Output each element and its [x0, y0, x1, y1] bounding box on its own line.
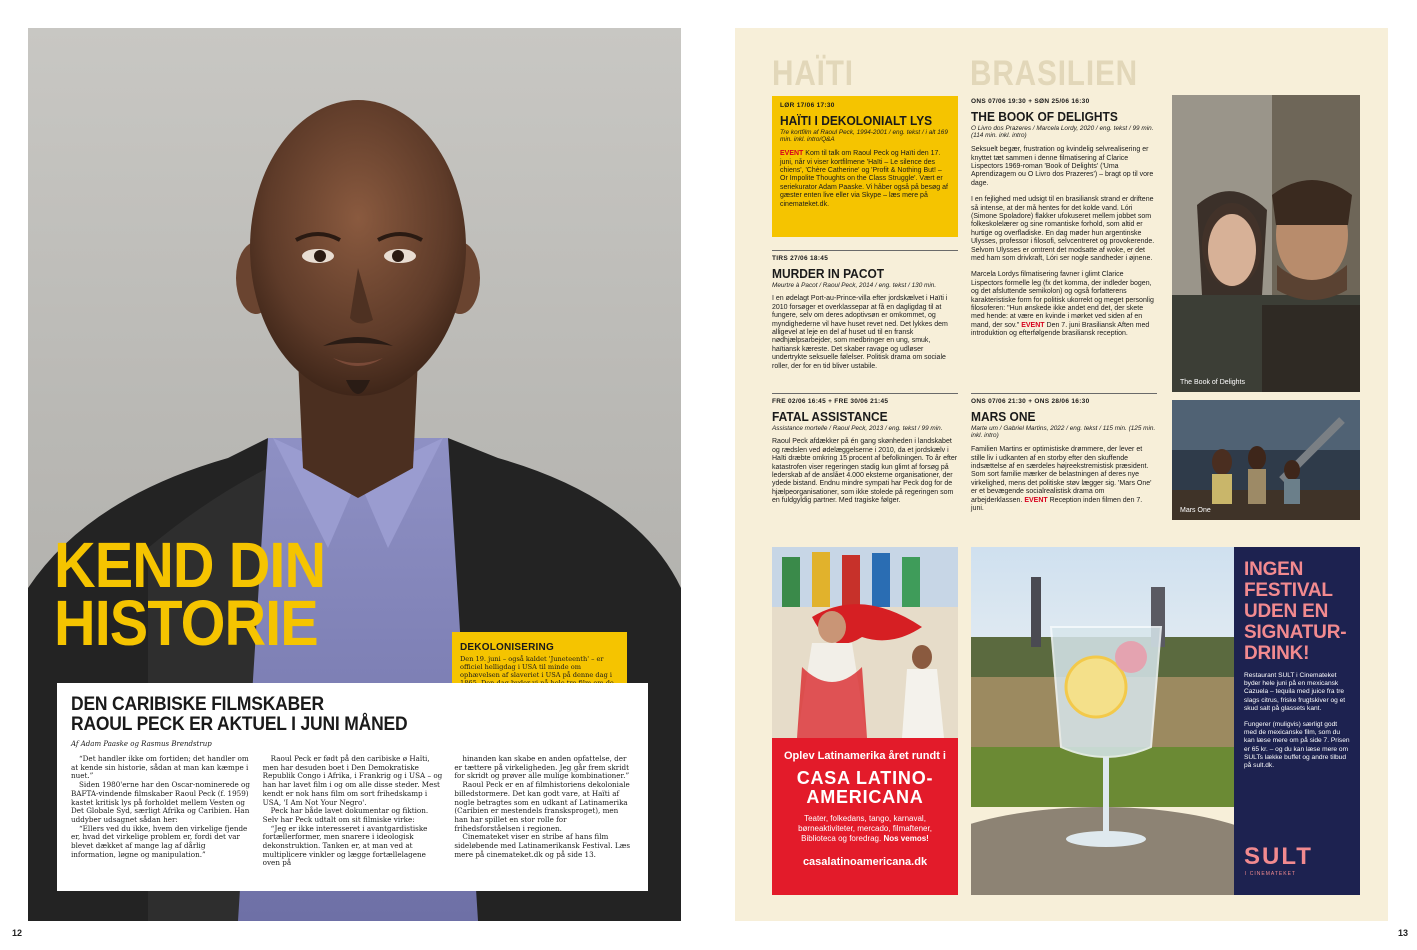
casa-description	[780, 814, 950, 844]
event-description	[971, 271, 1157, 338]
event-mars-one	[971, 398, 1157, 513]
subhead-line-2: RAOUL PECK ER AKTUEL I JUNI MÅNED	[71, 714, 408, 735]
event-description	[780, 150, 950, 209]
event-description	[971, 446, 1157, 513]
left-page	[28, 28, 681, 921]
book-of-delights-image	[1172, 95, 1360, 392]
casa-red-panel	[772, 738, 958, 895]
event-credits: Meurtre à Pacot / Raoul Peck, 2014 / eng. tekst / 130 min.	[772, 281, 937, 289]
cocktail-photo	[971, 547, 1234, 895]
event-title: MARS ONE	[971, 408, 1036, 424]
right-page	[735, 28, 1388, 921]
page-number-left: 12	[12, 928, 23, 938]
event-title: THE BOOK OF DELIGHTS	[971, 108, 1118, 124]
dekolonisering-title: DEKOLONISERING	[460, 642, 554, 653]
region-brasilien: BRASILIEN	[970, 54, 1138, 93]
casa-nos-vemos: Nos vemos!	[883, 834, 929, 843]
article-paragraph: Raoul Peck er en af filmhistoriens dekoloniale billedstormere. Det kan godt vare, at Haïti af nogle betragtes som en udkant af Latinamerika (Caribien er mestendels fransksproget), men han har spillet en stor rolle for frihedsforståelsen i regionen.	[454, 780, 630, 833]
event-description: Seksuelt begær, frustration og kvindelig selvrealisering er knyttet tæt sammen i denne filmatisering af Clarice Lispectors 1969-roman 'Book of Delights' ('Uma Aprendizagem ou O Livro dos Prazeres') – bragt op til vore dage.	[971, 146, 1154, 187]
event-date: TIRS 27/06 18:45	[772, 255, 829, 262]
article-columns	[71, 755, 634, 868]
event-date: ONS 07/06 21:30 + ONS 28/06 16:30	[971, 398, 1090, 405]
event-description: I en ødelagt Port-au-Prince-villa efter jordskælvet i Haïti i 2010 forsøger et overklassepar at få en dagligdag til at fungere, selv om deres adoptivsøn er omkommet, og myndighederne vil have huset revet ned. Det lykkes dem alligevel at leje en del af huset ud til en fransk nødhjælpsarbejder, som medbringer en ung, smuk, haïtiansk kæreste. Det skaber ravage og udløser undertrykte seksuelle følelser. Politisk drama om sociale roller, der for en tid bliver ustabile.	[772, 295, 948, 370]
event-fatal-assistance	[772, 398, 958, 506]
byline: Af Adam Paaske og Rasmus Brendstrup	[71, 740, 212, 748]
article-box	[57, 683, 648, 891]
event-date: ONS 07/06 19:30 + SØN 25/06 16:30	[971, 98, 1090, 105]
divider	[772, 393, 958, 394]
article-paragraph: “Jeg er ikke interesseret i avantgardistiske fortællerformer, men snarere i ideologisk dekonstruktion. Tanken er, at man ved at multiplicere vinkler og lægge fortællelagene oven på	[262, 823, 428, 868]
article-paragraph: hinanden kan skabe en anden opfattelse, der er tættere på virkeligheden. Jeg går frem skridt for skridt og prøver alle mulige kombinationer.”	[454, 754, 630, 781]
region-haiti: HAÏTI	[772, 54, 854, 93]
event-description: Raoul Peck afdækker på én gang skønheden i landskabet og rædslen ved ødelæggelserne i 2010, da et jordskælv i Haïti dræbte omkring 15 procent af befolkningen. To år efter katastrofen viser regeringen stadig kun glimt af forsøg på lederskab af de anslået 4.000 eksterne organisationer, der ydede bistand. Endnu mindre sympati har Peck dog for de hjælpeorganisationer, som ikke stolede på regeringen som en fuldgyldig partner. Med tragiske følger.	[772, 438, 958, 505]
sult-text-1: Restaurant SULT i Cinemateket byder hele juni på en mexicansk Cazuela – tequila med juice fra tre slags citrus, friske frugtskiver og et skud salt på glassets kant.	[1244, 672, 1346, 712]
casa-text: Teater, folkedans, tango, karnaval, børneaktiviteter, mercado, filmaftener, Biblioteca og foredrag.	[798, 814, 932, 843]
book-photo-caption: The Book of Delights	[1180, 379, 1245, 386]
casa-latinoamericana-ad	[772, 547, 958, 895]
dancers-image	[772, 547, 958, 738]
casa-name: CASA LATINO-AMERICANA	[796, 768, 934, 807]
headline-line-1: KEND DIN	[54, 529, 326, 601]
sult-ad	[1234, 547, 1360, 895]
book-of-delights-photo	[1172, 95, 1360, 392]
event-date: FRE 02/06 16:45 + FRE 30/06 21:45	[772, 398, 889, 405]
event-date: LØR 17/06 17:30	[780, 102, 835, 109]
event-murder-in-pacot	[772, 255, 958, 371]
event-book-of-delights	[971, 98, 1157, 339]
dekolonisering-text: Den 19. juni – også kaldet 'Juneteenth' – er officiel helligdag i USA til minde om ophævelsen af slaveriet i USA på denne dag i	[460, 655, 613, 680]
headline-line-2: HISTORIE	[54, 587, 318, 659]
casa-intro: Oplev Latinamerika året rundt i	[784, 750, 946, 762]
mars-one-photo	[1172, 400, 1360, 520]
article-paragraph: Cinemateket viser en stribe af hans film sideløbende med Latinamerikansk Festival. Læs mere på cinemateket.dk og på side 13.	[454, 832, 631, 859]
article-column-3	[454, 755, 634, 868]
event-credits: O Livro dos Prazeres / Marcela Lordy, 2020 / eng. tekst / 99 min. (114 min. inkl. intro)	[971, 124, 1154, 140]
event-credits: Assistance mortelle / Raoul Peck, 2013 / eng. tekst / 99 min.	[772, 424, 943, 432]
sult-logo: SULT	[1244, 843, 1313, 870]
event-haiti-dekolonialt	[772, 96, 958, 237]
article-paragraph: Peck har både lavet dokumentar og fiktion. Selv har Peck udtalt om sit filmiske virke:	[262, 806, 429, 824]
article-paragraph: Raoul Peck er født på den caribiske ø Haïti, men har desuden boet i Den Demokratiske Republik Congo i Afrika, i Frankrig og i USA – og han har lavet film i og om alle disse steder. Mest kendt er nok hans film om sort frihedskamp i USA, 'I Am Not Your Negro'.	[262, 754, 443, 807]
event-credits: Tre kortfilm af Raoul Peck, 1994-2001 / eng. tekst / i alt 169 min. inkl. intro/Q&A	[780, 128, 948, 144]
page-number-right: 13	[1398, 928, 1409, 938]
mars-one-image	[1172, 400, 1360, 520]
headline	[54, 529, 378, 659]
event-keyword: EVENT	[1024, 496, 1048, 504]
mars-photo-caption: Mars One	[1180, 507, 1211, 514]
event-credits: Marte um / Gabriel Martins, 2022 / eng. tekst / 115 min. (125 min. inkl. intro)	[971, 424, 1156, 440]
event-title: FATAL ASSISTANCE	[772, 408, 888, 424]
article-subhead	[71, 695, 586, 735]
subhead-line-1: DEN CARIBISKE FILMSKABER	[71, 694, 324, 715]
event-text: Marcela Lordys filmatisering favner i glimt Clarice Lispectors formelle leg (fx det komma, der indleder bogen, og det afsluttende semikolon) og også forfatterens karakteristiske form for politisk ukorrekt og meget personlig filosoferen: "Hun ønskede ikke andet end det, der skete med hende: at være en kvinde i mørket ved siden af en mand, der sov."	[971, 271, 1154, 329]
event-text: Reception inden filmen den 7. juni.	[971, 496, 1143, 512]
event-keyword: EVENT	[1021, 321, 1045, 329]
cocktail-image	[971, 547, 1234, 895]
event-description: I en fejlighed med udsigt til en brasiliansk strand er driftene så intense, at der må hentes for det kolde vand. Lóri (Simone Spoladore) flakker ufokuseret mellem jobbet som folkeskolelærer og sine romantiske forhold, som altid er hurtige og overfladiske. En dag møder hun argentinske Ulysses, professor i filosofi, selvcentreret og provokerende. Selvom Ulysses er omtrent det modsatte af woke, er det med ham som drivkraft, Lóri ser nogle sandheder i øjnene.	[971, 196, 1155, 262]
divider	[971, 393, 1157, 394]
article-column-2	[263, 755, 443, 868]
sult-headline: INGEN FESTIVAL UDEN EN SIGNATUR-DRINK!	[1244, 559, 1347, 664]
sult-text-2: Fungerer (muligvis) særligt godt med de mexicanske film, som du kan læse mere om på side 7. Prisen er 65 kr. – og du kan læse mere om SULTs lække buffet og andre tilbud på sult.dk.	[1244, 721, 1350, 770]
divider	[772, 250, 958, 251]
event-text: Den 7. juni Brasiliansk Aften med introduktion og efterfølgende brasiliansk reception.	[971, 321, 1150, 338]
article-paragraph: “Det handler ikke om fortiden; det handler om at kende sin historie, sådan at man kan kæmpe i nuet.”	[71, 754, 249, 781]
article-paragraph: Siden 1980'erne har den Oscar-nominerede og BAFTA-vindende filmskaber Raoul Peck (f. 1959) kastet kritisk lys på forholdet mellem Vesten og Det Globale Syd, særligt Afrika og Caribien. Han uddyber udsagnet sådan her:	[71, 780, 250, 824]
article-column-1	[71, 755, 251, 868]
event-text: Kom til talk om Raoul Peck og Haïti den 17. juni, når vi viser kortfilmene 'Haïti – Le silence des chiens', 'Chère Catherine' og 'Profit & Nothing But! – Or Impolite Thoughts on the Class Struggle'. Vært er seriekurator Adam Paaske. Vi håber også på besøg af gæster enten live eller via Skype – læs mere på cinemateket.dk.	[780, 150, 948, 208]
article-paragraph: “Ellers ved du ikke, hvem den virkelige fjende er, hvad det virkelige problem er, fordi det var blevet dækket af mange lag af dårlig information, løgne og manipulation.”	[71, 823, 248, 859]
event-keyword: EVENT	[780, 150, 804, 158]
event-title: MURDER IN PACOT	[772, 265, 885, 281]
sult-logo-sub: I CINEMATEKET	[1245, 871, 1296, 877]
casa-url-link[interactable]: casalatinoamericana.dk	[802, 856, 928, 868]
event-text: Familien Martins er optimistiske drømmere, der lever et stille liv i udkanten af en storby efter den skuffende indsættelse af en særdeles højreekstremistisk præsident. Som sort familie mærker de belastningen af deres nye virkelighed, mens det politiske støv lægger sig. 'Mars One' er et bevægende socialrealistisk drama om arbejderklassen.	[971, 446, 1152, 504]
event-title: HAÏTI I DEKOLONIALT LYS	[780, 112, 933, 128]
